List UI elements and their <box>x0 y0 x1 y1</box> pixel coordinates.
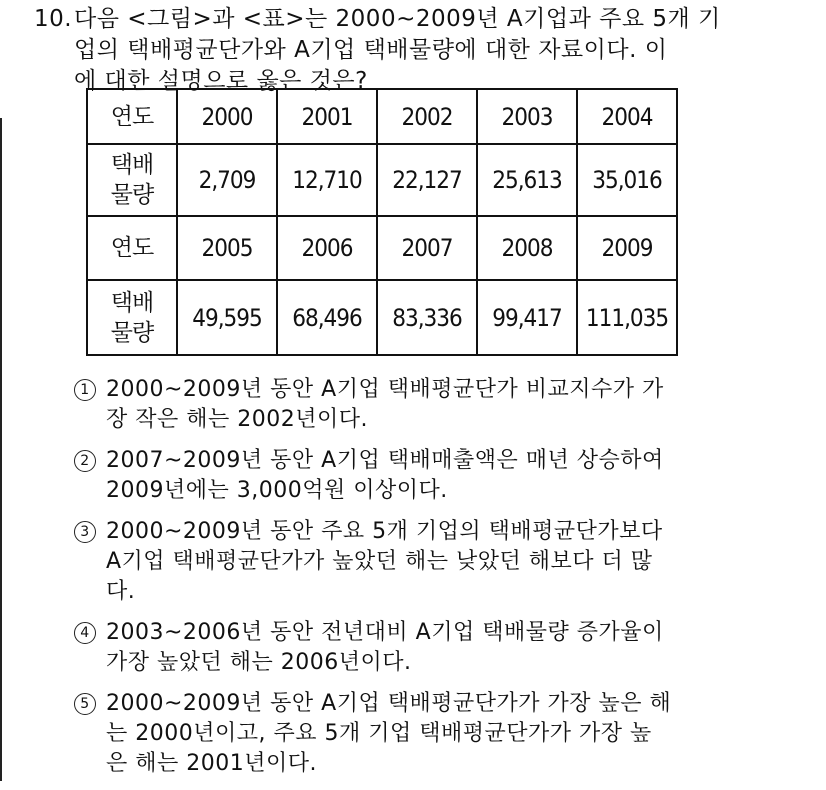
table-cell: 25,613 <box>477 144 577 216</box>
circled-number-2: 2 <box>74 450 96 472</box>
table-row <box>87 216 677 280</box>
table-cell: 2,709 <box>177 144 277 216</box>
circled-number-1: 1 <box>74 379 96 401</box>
answer-option-4[interactable] <box>74 618 814 678</box>
option-text: 2000~2009년 동안 주요 5개 기업의 택배평균단가보다 A기업 택배평균단가가 높았던 해는 낮았던 해보다 더 많 다. <box>106 519 663 604</box>
row-header: 연도 <box>87 89 177 144</box>
table-cell: 22,127 <box>377 144 477 216</box>
table-row <box>87 89 677 144</box>
table-cell: 99,417 <box>477 280 577 355</box>
question-number: 10. <box>34 6 73 32</box>
table-cell: 2007 <box>377 216 477 280</box>
table-cell: 111,035 <box>577 280 677 355</box>
table-cell: 35,016 <box>577 144 677 216</box>
left-margin-rule <box>0 118 2 781</box>
table-cell: 2006 <box>277 216 377 280</box>
table-cell: 2002 <box>377 89 477 144</box>
answer-options <box>74 375 814 790</box>
table-cell: 68,496 <box>277 280 377 355</box>
table-cell: 2008 <box>477 216 577 280</box>
question-line: 업의 택배평균단가와 A기업 택배물량에 대한 자료이다. 이 <box>74 37 668 63</box>
row-header: 연도 <box>87 216 177 280</box>
table-cell: 12,710 <box>277 144 377 216</box>
table-row <box>87 280 677 355</box>
table-row <box>87 144 677 216</box>
table-cell: 2005 <box>177 216 277 280</box>
option-text: 2000~2009년 동안 A기업 택배평균단가 비교지수가 가 장 작은 해는 2002년이다. <box>106 377 664 432</box>
circled-number-3: 3 <box>74 521 96 543</box>
table-cell: 2003 <box>477 89 577 144</box>
question-stem <box>34 4 814 97</box>
table-cell: 2001 <box>277 89 377 144</box>
row-header: 택배 물량 <box>87 144 177 216</box>
circled-number-4: 4 <box>74 622 96 644</box>
row-header: 택배 물량 <box>87 280 177 355</box>
option-text: 2007~2009년 동안 A기업 택배매출액은 매년 상승하여 2009년에는 3,000억원 이상이다. <box>106 448 664 503</box>
circled-number-5: 5 <box>74 693 96 715</box>
option-text: 2003~2006년 동안 전년대비 A기업 택배물량 증가율이 가장 높았던 해는 2006년이다. <box>106 620 664 675</box>
table-cell: 2000 <box>177 89 277 144</box>
answer-option-2[interactable] <box>74 446 814 506</box>
data-table-crop <box>86 102 692 354</box>
table-cell: 2004 <box>577 89 677 144</box>
option-text: 2000~2009년 동안 A기업 택배평균단가가 가장 높은 해 는 2000년이고, 주요 5개 기업 택배평균단가가 가장 높 은 해는 2001년이다. <box>106 691 672 776</box>
table-cell: 83,336 <box>377 280 477 355</box>
answer-option-3[interactable] <box>74 517 814 607</box>
table-cell: 2009 <box>577 216 677 280</box>
question-line: 10.다음 <그림>과 <표>는 2000~2009년 A기업과 주요 5개 기 <box>34 4 814 35</box>
question-line: 에 대한 설명으로 옳은 것은? <box>74 68 368 94</box>
answer-option-1[interactable] <box>74 375 814 435</box>
answer-option-5[interactable] <box>74 689 814 779</box>
table-cell: 49,595 <box>177 280 277 355</box>
parcel-volume-table <box>86 88 678 356</box>
